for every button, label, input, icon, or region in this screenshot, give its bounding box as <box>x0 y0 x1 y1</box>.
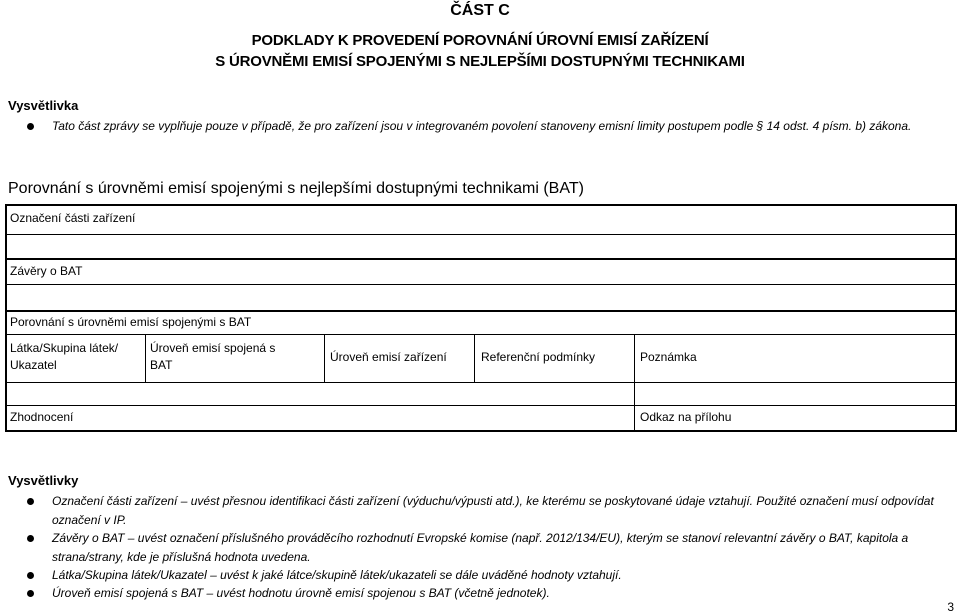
comparison-title: Porovnání s úrovněmi emisí spojenými s nejlepšími dostupnými technikami (BAT) <box>8 180 584 197</box>
evaluation-label: Zhodnocení <box>10 410 74 424</box>
part-label: Označení části zařízení <box>10 211 136 225</box>
bullet-icon <box>27 572 34 579</box>
attachment-label: Odkaz na přílohu <box>640 410 732 424</box>
column-header-bat-level: Úroveň emisí spojená s BAT <box>150 341 276 372</box>
bullet-icon <box>27 498 34 505</box>
column-header-reference: Referenční podmínky <box>481 350 596 364</box>
explanations-item: Látka/Skupina látek/Ukazatel – uvést k jaké látce/skupině látek/ukazateli se dále uváděné hodnoty vztahují. <box>52 568 622 582</box>
explanations-item: Označení části zařízení – uvést přesnou identifikaci části zařízení (výduchu/výpusti atd.), ke kterému se poskytované údaje vztahují. Použité označení musí odpovídat označení v IP. <box>52 494 934 527</box>
bullet-icon <box>27 535 34 542</box>
explanations-item: Úroveň emisí spojená s BAT – uvést hodnotu úrovně emisí spojenou s BAT (včetně jednotek). <box>52 586 550 600</box>
part-heading: ČÁST C <box>450 2 510 19</box>
explanations-title: Vysvětlivky <box>8 473 79 488</box>
column-header-plant-level: Úroveň emisí zařízení <box>330 350 447 364</box>
bullet-icon <box>27 590 34 597</box>
page-number: 3 <box>947 600 954 614</box>
column-header-note: Poznámka <box>640 350 697 364</box>
column-header-substance: Látka/Skupina látek/ Ukazatel <box>10 341 119 372</box>
explanations-item: Závěry o BAT – uvést označení příslušného prováděcího rozhodnutí Evropské komise (např. 2012/134/EU), kterým se stanoví relevantní závěry o BAT, kapitola a strana/strany, kde je příslušná hodnota uvedena. <box>52 531 909 564</box>
explanation-title: Vysvětlivka <box>8 98 79 113</box>
main-heading-line1: PODKLADY K PROVEDENÍ POROVNÁNÍ ÚROVNÍ EMISÍ ZAŘÍZENÍ <box>251 32 709 49</box>
conclusions-label: Závěry o BAT <box>10 264 83 278</box>
comparison-table <box>5 204 957 432</box>
bullet-icon <box>27 123 34 130</box>
comparison-label: Porovnání s úrovněmi emisí spojenými s BAT <box>10 315 252 329</box>
main-heading-line2: S ÚROVNĚMI EMISÍ SPOJENÝMI S NEJLEPŠÍMI DOSTUPNÝMI TECHNIKAMI <box>215 53 745 70</box>
explanation-item: Tato část zprávy se vyplňuje pouze v případě, že pro zařízení jsou v integrovaném povolení stanoveny emisní limity postupem podle § 14 odst. 4 písm. b) zákona. <box>52 119 912 133</box>
